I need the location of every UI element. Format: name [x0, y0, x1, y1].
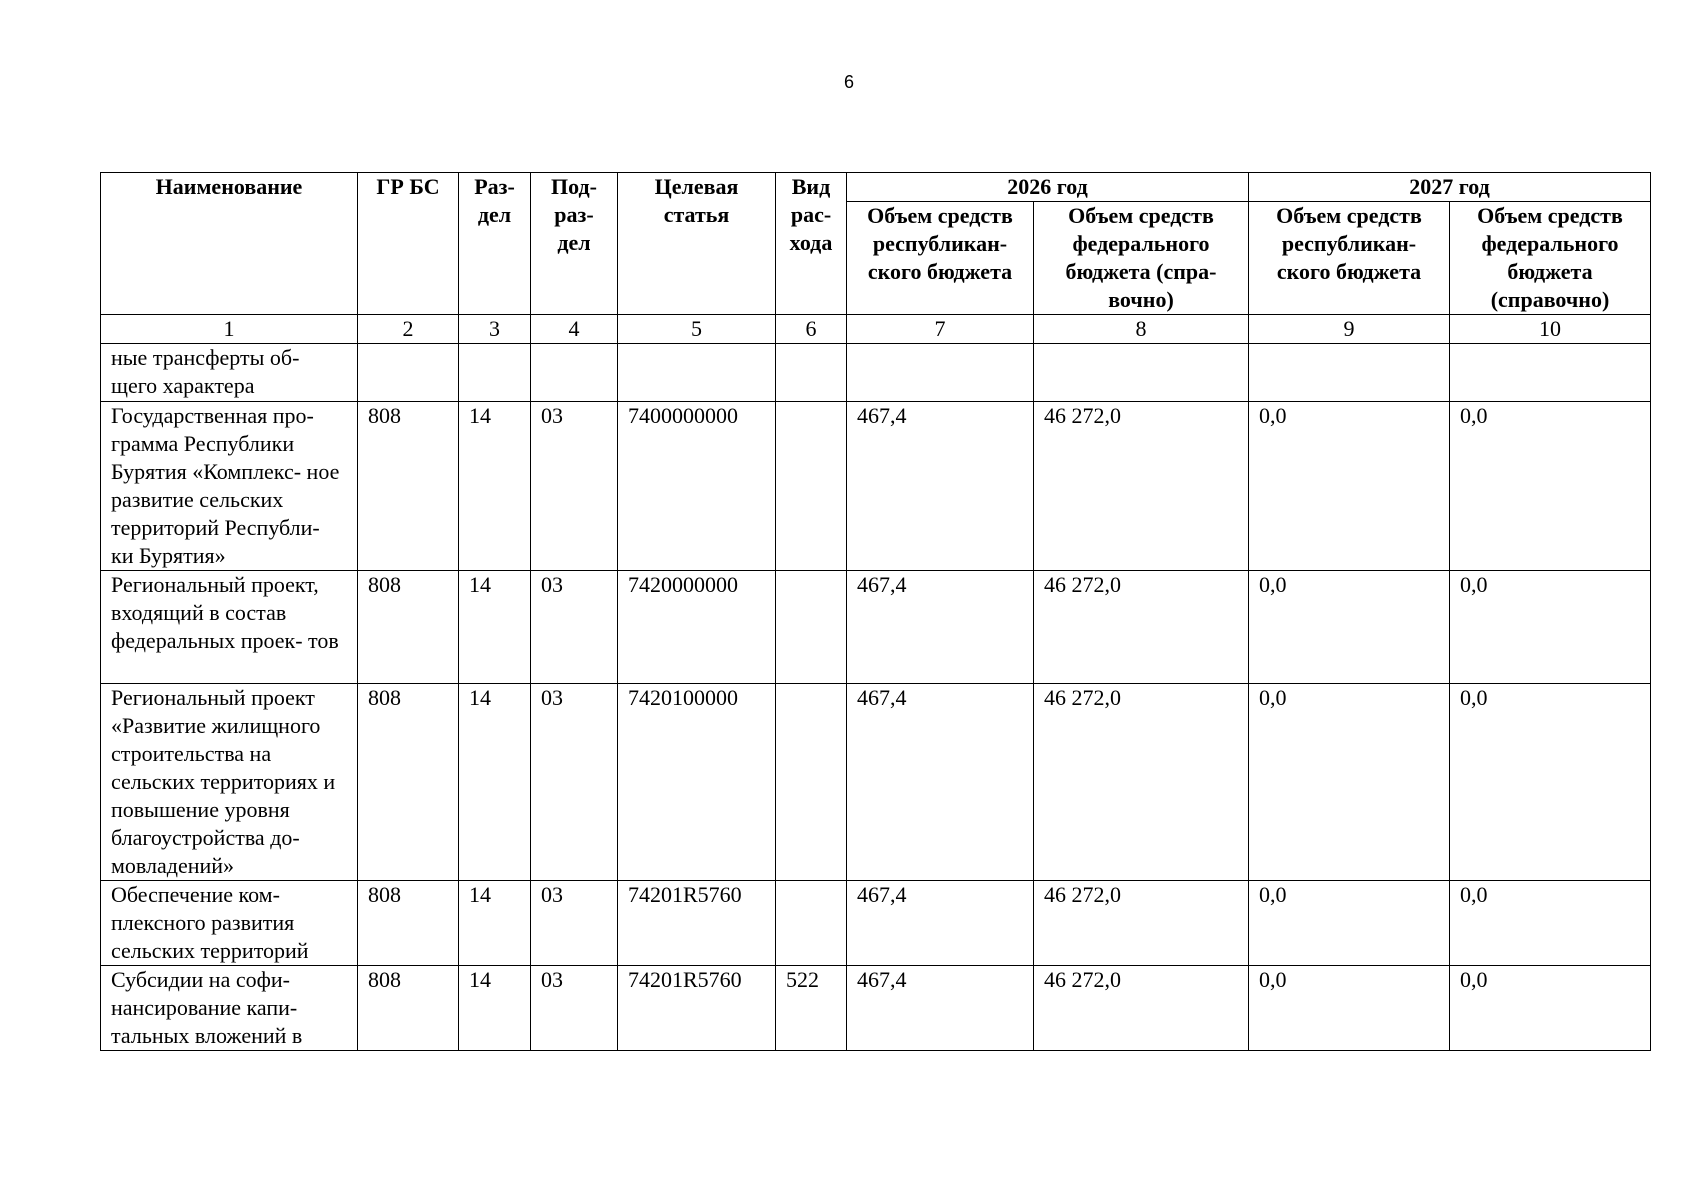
page-number: 6	[843, 72, 854, 92]
header-podrazdel: Под- раз- дел	[531, 173, 618, 315]
table-row	[101, 344, 1651, 402]
cell-rep-budget-2027: 0,0	[1249, 881, 1450, 966]
cell-podrazdel: 03	[531, 684, 618, 881]
cell-podrazdel: 03	[531, 571, 618, 684]
header-row	[101, 173, 1651, 202]
cell-fed-budget-2026: 46 272,0	[1034, 684, 1249, 881]
cell-name: Государственная про- грамма Республики Бурятия «Комплекс- ное развитие сельских территорий Республи- ки Бурятия»	[101, 402, 358, 571]
header-year-2027: 2027 год	[1249, 173, 1651, 202]
cell-razdel: 14	[459, 966, 531, 1051]
cell-vid-raskhoda	[776, 684, 847, 881]
cell-rep-budget-2026: 467,4	[847, 571, 1034, 684]
cell-fed-budget-2027	[1450, 344, 1651, 402]
cell-name: ные трансферты об- щего характера	[101, 344, 358, 402]
cell-name: Субсидии на софи- нансирование капи- тальных вложений в	[101, 966, 358, 1051]
cell-fed-budget-2027: 0,0	[1450, 966, 1651, 1051]
table-row	[101, 402, 1651, 571]
column-number: 6	[776, 315, 847, 344]
table-row	[101, 684, 1651, 881]
cell-fed-budget-2026: 46 272,0	[1034, 571, 1249, 684]
column-number-row	[101, 315, 1651, 344]
header-vid-raskhoda: Вид рас- хода	[776, 173, 847, 315]
cell-grbs: 808	[358, 402, 459, 571]
cell-rep-budget-2026: 467,4	[847, 966, 1034, 1051]
column-number: 4	[531, 315, 618, 344]
cell-razdel: 14	[459, 402, 531, 571]
cell-rep-budget-2027: 0,0	[1249, 402, 1450, 571]
table-row	[101, 571, 1651, 684]
cell-fed-budget-2026: 46 272,0	[1034, 402, 1249, 571]
table-row	[101, 966, 1651, 1051]
cell-celevaya-statya: 74201R5760	[618, 966, 776, 1051]
column-number: 2	[358, 315, 459, 344]
cell-fed-budget-2027: 0,0	[1450, 684, 1651, 881]
cell-razdel: 14	[459, 684, 531, 881]
cell-fed-budget-2027: 0,0	[1450, 571, 1651, 684]
cell-celevaya-statya: 7420000000	[618, 571, 776, 684]
cell-fed-budget-2027: 0,0	[1450, 881, 1651, 966]
cell-grbs: 808	[358, 684, 459, 881]
cell-fed-budget-2026: 46 272,0	[1034, 966, 1249, 1051]
cell-grbs: 808	[358, 881, 459, 966]
header-name: Наименование	[101, 173, 358, 315]
cell-podrazdel: 03	[531, 881, 618, 966]
column-number: 3	[459, 315, 531, 344]
cell-razdel: 14	[459, 881, 531, 966]
cell-vid-raskhoda	[776, 571, 847, 684]
cell-razdel: 14	[459, 571, 531, 684]
cell-rep-budget-2026: 467,4	[847, 402, 1034, 571]
column-number: 10	[1450, 315, 1651, 344]
cell-celevaya-statya	[618, 344, 776, 402]
header-celevaya-statya: Целевая статья	[618, 173, 776, 315]
header-fed-budget-2027: Объем средств федерального бюджета (справочно)	[1450, 202, 1651, 315]
cell-name: Региональный проект «Развитие жилищного строительства на сельских территориях и повышение уровня благоустройства до- мовладений»	[101, 684, 358, 881]
header-razdel: Раз- дел	[459, 173, 531, 315]
cell-rep-budget-2026: 467,4	[847, 881, 1034, 966]
cell-celevaya-statya: 7400000000	[618, 402, 776, 571]
cell-fed-budget-2026: 46 272,0	[1034, 881, 1249, 966]
cell-podrazdel: 03	[531, 966, 618, 1051]
column-number: 9	[1249, 315, 1450, 344]
header-fed-budget-2026: Объем средств федерального бюджета (спра- вочно)	[1034, 202, 1249, 315]
cell-rep-budget-2027: 0,0	[1249, 966, 1450, 1051]
cell-grbs	[358, 344, 459, 402]
cell-name: Региональный проект, входящий в состав федеральных проек- тов	[101, 571, 358, 684]
cell-rep-budget-2026: 467,4	[847, 684, 1034, 881]
column-number: 5	[618, 315, 776, 344]
cell-vid-raskhoda	[776, 344, 847, 402]
cell-fed-budget-2026	[1034, 344, 1249, 402]
header-year-2026: 2026 год	[847, 173, 1249, 202]
column-number: 8	[1034, 315, 1249, 344]
cell-vid-raskhoda: 522	[776, 966, 847, 1051]
cell-vid-raskhoda	[776, 402, 847, 571]
cell-grbs: 808	[358, 571, 459, 684]
header-grbs: ГР БС	[358, 173, 459, 315]
table-row	[101, 881, 1651, 966]
cell-rep-budget-2027: 0,0	[1249, 571, 1450, 684]
header-rep-budget-2027: Объем средств республикан- ского бюджета	[1249, 202, 1450, 315]
column-number: 1	[101, 315, 358, 344]
cell-name: Обеспечение ком- плексного развития сельских территорий	[101, 881, 358, 966]
cell-podrazdel	[531, 344, 618, 402]
cell-podrazdel: 03	[531, 402, 618, 571]
column-number: 7	[847, 315, 1034, 344]
budget-table	[100, 172, 1651, 1051]
header-rep-budget-2026: Объем средств республикан- ского бюджета	[847, 202, 1034, 315]
cell-vid-raskhoda	[776, 881, 847, 966]
cell-celevaya-statya: 74201R5760	[618, 881, 776, 966]
cell-fed-budget-2027: 0,0	[1450, 402, 1651, 571]
cell-rep-budget-2026	[847, 344, 1034, 402]
cell-rep-budget-2027: 0,0	[1249, 684, 1450, 881]
cell-celevaya-statya: 7420100000	[618, 684, 776, 881]
cell-razdel	[459, 344, 531, 402]
cell-grbs: 808	[358, 966, 459, 1051]
cell-rep-budget-2027	[1249, 344, 1450, 402]
